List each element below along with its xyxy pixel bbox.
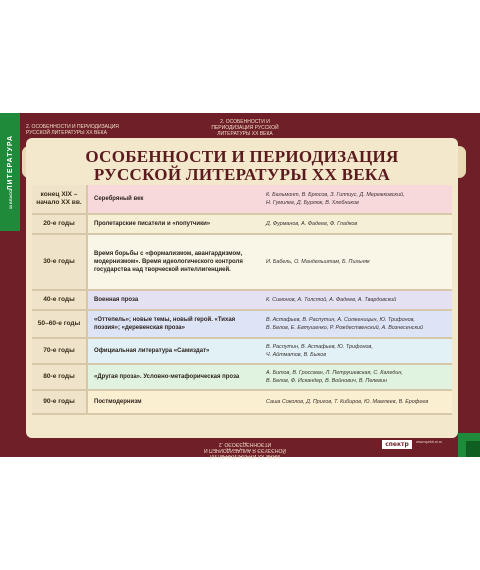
header-small-left: 2. ОСОБЕННОСТИ И ПЕРИОДИЗАЦИЯ РУССКОЙ ЛИТЕРАТУРЫ XX ВЕКА <box>26 124 119 136</box>
footer-small-center: МАЯЕ ХХ ИЯЧЛАТИЯАЧЕТИЛ ЙОНЭЭУЭЭ Я АИЦАЕИДОИЧЕП И ИТЭОННЭДЭЭОЭО .2 <box>204 441 286 459</box>
table-row <box>32 215 452 235</box>
periodization-table <box>32 185 452 415</box>
authors-line: Ч. Айтматов, В. Быков <box>266 352 327 358</box>
authors-line: К. Бальмонт, В. Брюсов, З. Гиппиус, Д. Мережковский, <box>266 192 405 198</box>
table-row <box>32 185 452 215</box>
authors-line: К. Симонов, А. Толстой, А. Фадеев, А. Твардовский <box>266 297 397 303</box>
description-cell: «Оттепель»; новые темы, новый герой. «Тихая поэзия»; «деревенская проза» <box>94 317 236 331</box>
period-cell: 40-е годы <box>32 291 88 309</box>
description-cell: Постмодернизм <box>94 399 142 405</box>
authors-cell <box>260 215 452 233</box>
table-row <box>32 311 452 339</box>
page-title <box>26 148 458 184</box>
authors-line: В. Белов, Е. Евтушенко, Р. Рождественский, А. Вознесенский <box>266 325 424 331</box>
table-row <box>32 291 452 311</box>
subject-label: ЛИТЕРАТУРА <box>6 134 14 191</box>
period-cell: 80-е годы <box>32 365 88 389</box>
subject-tab <box>0 113 20 231</box>
authors-cell <box>260 291 452 309</box>
authors-cell <box>260 365 452 389</box>
table-row <box>32 365 452 391</box>
header-small-center: 2. ОСОБЕННОСТИ И ПЕРИОДИЗАЦИЯ РУССКОЙ ЛИТЕРАТУРЫ XX ВЕКА <box>211 119 279 137</box>
table-row <box>32 339 452 365</box>
authors-line: А. Битов, В. Гроссман, Л. Петрушевская, С. Каледин, <box>266 370 403 376</box>
table-row <box>32 391 452 415</box>
period-cell: 30-е годы <box>32 235 88 289</box>
description-cell: Время борьбы с «формализмом, авангардизмом, модернизмом». Время идеологического контроля государства над творческой интеллигенцией. <box>94 251 243 273</box>
grade-label: 11 КЛАСС <box>8 190 13 210</box>
description-cell: Пролетарские писатели и «попутчики» <box>94 221 211 227</box>
period-cell: 20-е годы <box>32 215 88 233</box>
description-cell: «Другая проза». Условно-метафорическая проза <box>94 374 240 380</box>
authors-cell <box>260 311 452 337</box>
logo-info: www.spektr-m.ru <box>416 440 443 444</box>
logo-mark: спектр <box>382 440 412 449</box>
description-cell: Серебряный век <box>94 196 144 202</box>
authors-line: И. Бабель, О. Мандельштам, Б. Пильняк <box>266 259 370 265</box>
description-cell: Военная проза <box>94 297 139 303</box>
authors-line: Н. Гумилев, Д. Бурлюк, В. Хлебников <box>266 200 359 206</box>
period-cell: 70-е годы <box>32 339 88 363</box>
authors-cell <box>260 391 452 413</box>
green-corner-dark <box>466 441 480 457</box>
period-cell: 90-е годы <box>32 391 88 413</box>
period-cell: конец XIX – начало XX вв. <box>32 185 88 213</box>
title-line-1: ОСОБЕННОСТИ И ПЕРИОДИЗАЦИЯ <box>85 147 399 166</box>
title-line-2: РУССКОЙ ЛИТЕРАТУРЫ XX ВЕКА <box>93 165 391 184</box>
authors-line: В. Астафьев, В. Распутин, А. Солженицын, Ю. Трифонов, <box>266 317 415 323</box>
authors-line: Д. Фурманов, А. Фадеев, Ф. Гладков <box>266 221 358 227</box>
description-cell: Официальная литература «Самиздат» <box>94 348 210 354</box>
authors-line: В. Распутин, В. Астафьев, Ю. Трифонов, <box>266 344 373 350</box>
table-row <box>32 235 452 291</box>
authors-cell <box>260 339 452 363</box>
authors-line: Саша Соколов, Д. Пригов, Т. Кибиров, Ю. Мамлеев, В. Ерофеев <box>266 399 429 405</box>
authors-cell <box>260 185 452 213</box>
period-cell: 50–60-е годы <box>32 311 88 337</box>
authors-line: В. Белов, Ф. Искандер, В. Войнович, В. Пелевин <box>266 378 387 384</box>
authors-cell <box>260 235 452 289</box>
